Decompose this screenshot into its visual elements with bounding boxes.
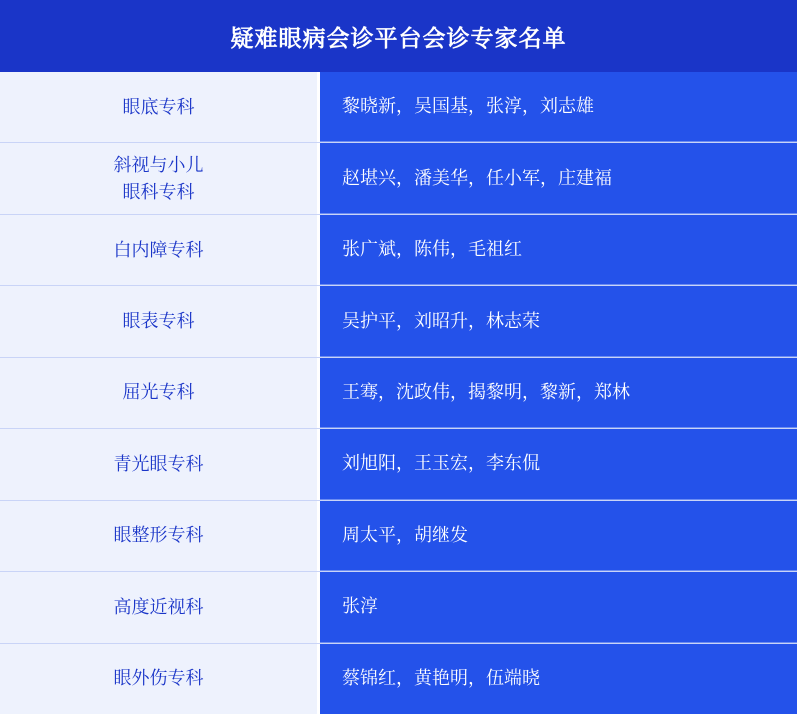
experts-cell: 蔡锦红，黄艳明，伍端晓 xyxy=(320,644,797,714)
department-cell xyxy=(0,572,320,642)
experts-cell: 周太平，胡继发 xyxy=(320,501,797,571)
table-row xyxy=(0,429,797,500)
table-row xyxy=(0,286,797,357)
page-title: 疑难眼病会诊平台会诊专家名单 xyxy=(230,24,567,51)
department-cell xyxy=(0,429,320,499)
department-label: 眼底专科 xyxy=(122,96,195,117)
department-cell xyxy=(0,72,320,142)
department-cell xyxy=(0,644,320,714)
experts-cell: 吴护平，刘昭升，林志荣 xyxy=(320,286,797,356)
experts-cell: 黎晓新，吴国基，张淳，刘志雄 xyxy=(320,72,797,142)
experts-cell: 张广斌，陈伟，毛祖红 xyxy=(320,215,797,285)
table-row xyxy=(0,644,797,714)
department-cell xyxy=(0,358,320,428)
department-label-line1: 斜视与小儿 xyxy=(113,154,204,175)
department-cell xyxy=(0,215,320,285)
department-cell xyxy=(0,501,320,571)
department-label: 眼外伤专科 xyxy=(113,668,204,689)
department-label: 白内障专科 xyxy=(113,239,204,260)
department-label: 青光眼专科 xyxy=(113,453,204,474)
experts-cell: 王骞，沈政伟，揭黎明，黎新，郑林 xyxy=(320,358,797,428)
title-bar xyxy=(0,0,797,72)
table-row xyxy=(0,215,797,286)
table-row xyxy=(0,143,797,214)
table-row xyxy=(0,358,797,429)
department-label xyxy=(114,152,204,206)
experts-cell: 赵堪兴，潘美华，任小军，庄建福 xyxy=(320,143,797,213)
department-label: 屈光专科 xyxy=(122,382,195,403)
table-row xyxy=(0,572,797,643)
department-label-line2: 眼科专科 xyxy=(122,181,195,202)
table-row xyxy=(0,501,797,572)
department-cell xyxy=(0,286,320,356)
expert-table xyxy=(0,72,797,714)
table-row xyxy=(0,72,797,143)
department-cell xyxy=(0,143,320,213)
experts-cell: 张淳 xyxy=(320,572,797,642)
department-label: 眼整形专科 xyxy=(113,525,204,546)
department-label: 高度近视科 xyxy=(113,596,204,617)
experts-cell: 刘旭阳，王玉宏，李东侃 xyxy=(320,429,797,499)
department-label: 眼表专科 xyxy=(122,311,195,332)
